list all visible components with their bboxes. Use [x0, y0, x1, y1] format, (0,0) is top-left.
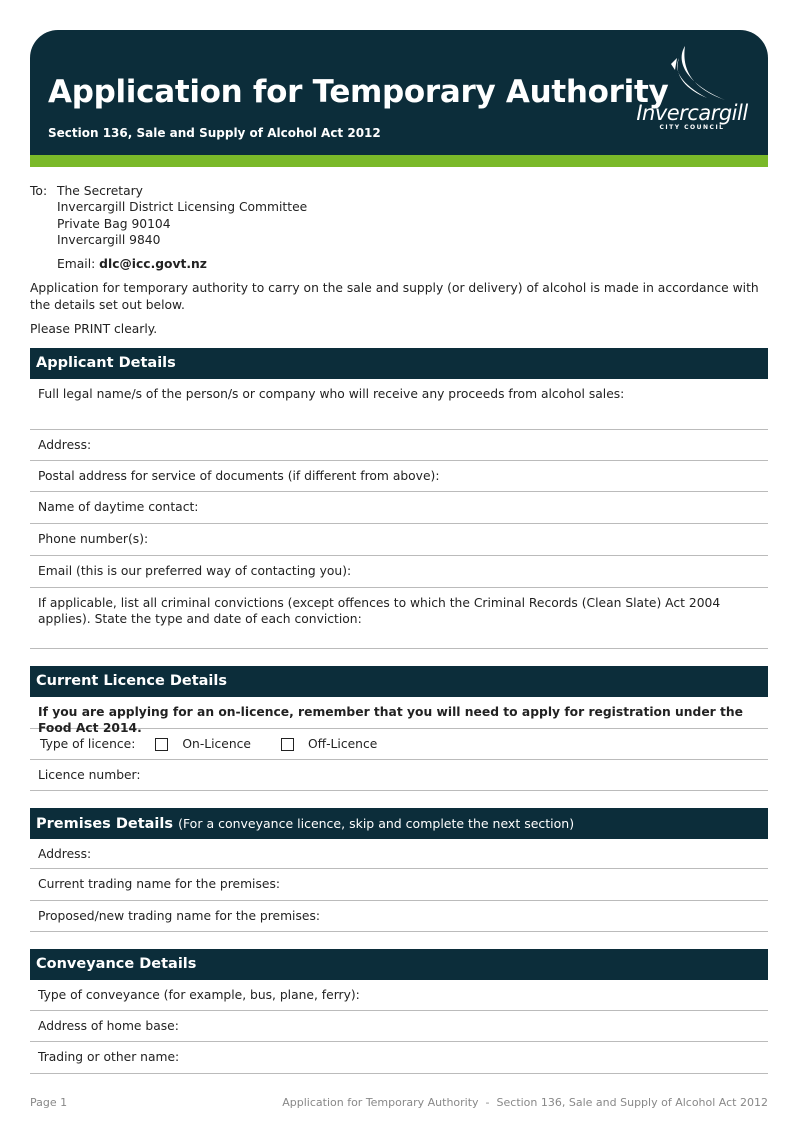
section-applicant-details: Applicant Details: [30, 348, 768, 379]
footer-doc-title: Application for Temporary Authority - Section 136, Sale and Supply of Alcohol Act 2012: [282, 1096, 768, 1109]
page-title: Application for Temporary Authority: [48, 74, 669, 110]
logo-subtitle: CITY COUNCIL: [659, 124, 725, 131]
to-label: To:: [30, 184, 48, 198]
field-licence-number[interactable]: Licence number:: [30, 760, 768, 791]
on-licence-label: On-Licence: [182, 737, 251, 751]
food-act-note: If you are applying for an on-licence, remember that you will need to apply for registration under the Food Act 2014.: [30, 697, 768, 729]
email-link[interactable]: dlc@icc.govt.nz: [99, 257, 207, 272]
page-subtitle: Section 136, Sale and Supply of Alcohol Act 2012: [48, 126, 381, 140]
address-line: Invercargill 9840: [57, 232, 161, 247]
logo-swoosh-icon: [657, 44, 727, 102]
field-postal-address[interactable]: Postal address for service of documents (if different from above):: [30, 461, 768, 492]
print-note: Please PRINT clearly.: [30, 322, 158, 337]
field-proposed-trading-name[interactable]: Proposed/new trading name for the premises:: [30, 901, 768, 932]
recipient-address: [57, 183, 307, 248]
off-licence-checkbox[interactable]: [281, 738, 294, 751]
field-full-legal-name[interactable]: Full legal name/s of the person/s or company who will receive any proceeds from alcohol sales:: [30, 379, 768, 430]
application-form: [30, 348, 768, 1074]
field-convictions[interactable]: If applicable, list all criminal convictions (except offences to which the Criminal Records (Clean Slate) Act 2004 applies). State the type and date of each conviction:: [30, 588, 768, 649]
field-conveyance-type[interactable]: Type of conveyance (for example, bus, plane, ferry):: [30, 980, 768, 1011]
section-current-licence: Current Licence Details: [30, 666, 768, 697]
council-logo: [632, 44, 752, 144]
page-number: Page 1: [30, 1096, 68, 1109]
address-line: Private Bag 90104: [57, 216, 171, 231]
logo-name: Invercargill: [636, 101, 748, 125]
field-premises-address[interactable]: Address:: [30, 839, 768, 869]
address-line: The Secretary: [57, 184, 143, 198]
field-home-base-address[interactable]: Address of home base:: [30, 1011, 768, 1042]
header-banner: [30, 30, 768, 155]
page-footer: [30, 1096, 768, 1109]
section-premises-details: [30, 808, 768, 839]
email-label: Email:: [57, 257, 100, 272]
on-licence-checkbox[interactable]: [155, 738, 168, 751]
field-address[interactable]: Address:: [30, 430, 768, 461]
field-daytime-contact[interactable]: Name of daytime contact:: [30, 492, 768, 524]
statement: Application for temporary authority to carry on the sale and supply (or delivery) of alcohol is made in accordance with the details set out below.: [30, 281, 759, 312]
field-current-trading-name[interactable]: Current trading name for the premises:: [30, 869, 768, 901]
premises-note: (For a conveyance licence, skip and complete the next section): [178, 816, 575, 831]
off-licence-label: Off-Licence: [307, 737, 378, 751]
address-line: Invercargill District Licensing Committee: [57, 200, 308, 215]
intro: [30, 183, 768, 337]
premises-title: Premises Details: [36, 816, 173, 832]
field-email[interactable]: Email (this is our preferred way of contacting you):: [30, 556, 768, 588]
field-trading-name[interactable]: Trading or other name:: [30, 1042, 768, 1074]
section-conveyance-details: Conveyance Details: [30, 949, 768, 980]
field-phone[interactable]: Phone number(s):: [30, 524, 768, 556]
licence-type-label: Type of licence:: [40, 737, 136, 751]
accent-bar: [30, 155, 768, 167]
